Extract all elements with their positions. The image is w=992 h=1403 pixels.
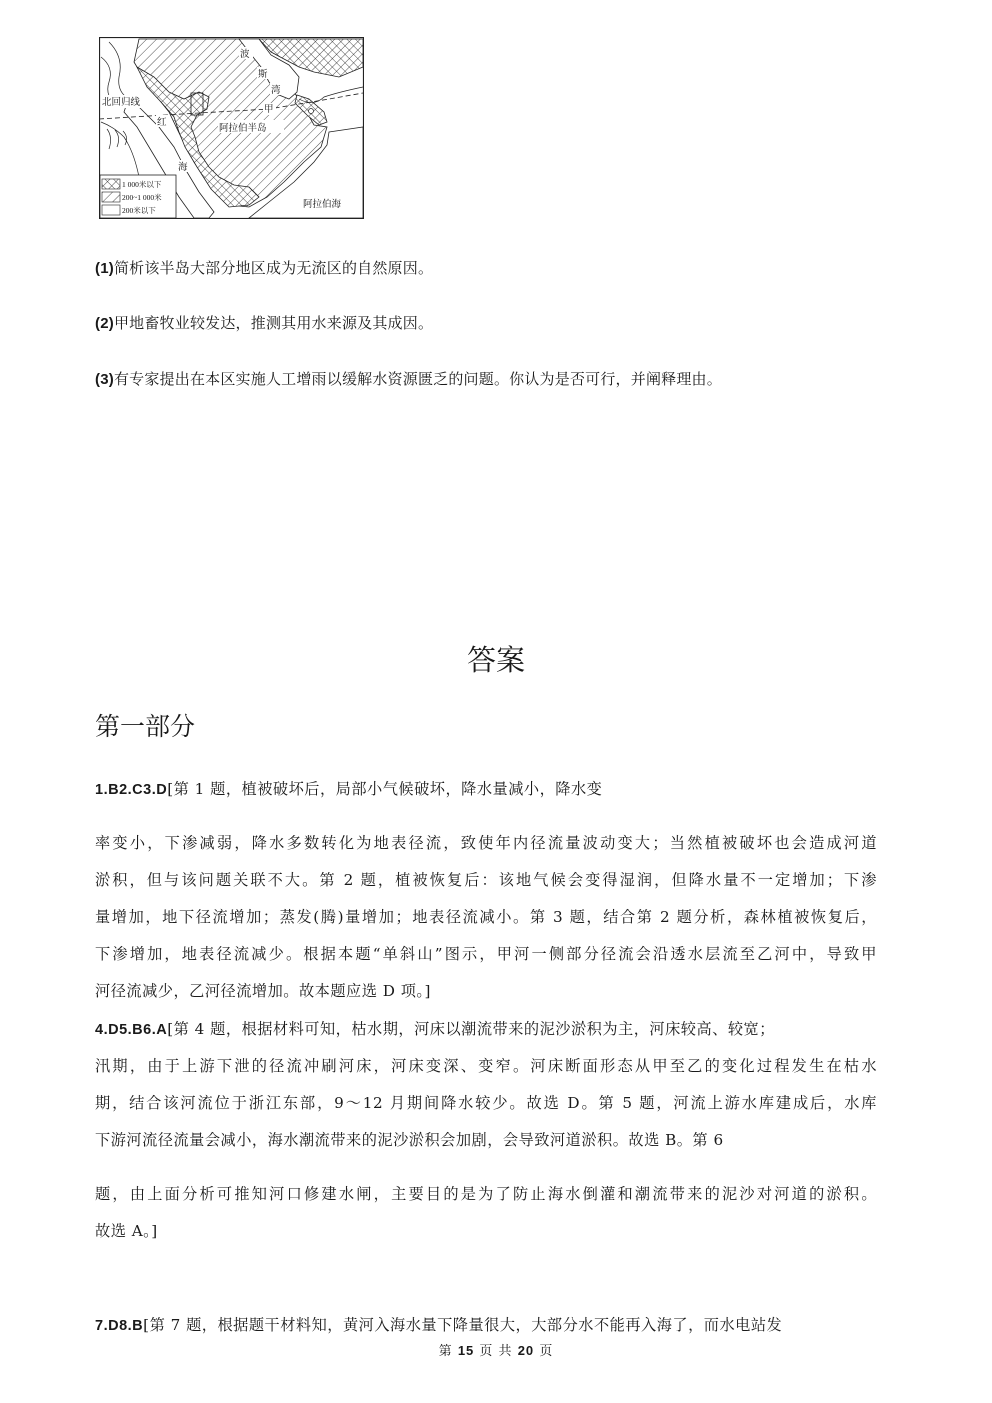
current-page-number: 15 xyxy=(457,1343,475,1358)
answer-line: 题，由上面分析可推知河口修建水闸，主要目的是为了防止海水倒灌和潮流带来的泥沙对河道的淤积。 xyxy=(95,1185,877,1203)
answer-title: 答案 xyxy=(466,643,525,677)
answer-line: 率变小，下渗减弱，降水多数转化为地表径流，致使年内径流量波动变大；当然植被破坏也会造成河道 xyxy=(95,834,877,852)
answer-key: 2.C xyxy=(119,782,144,798)
answer-key: 3.D xyxy=(143,782,168,798)
answer-line: 汛期，由于上游下泄的径流冲刷河床，河床变深、变窄。河床断面形态从甲至乙的变化过程发生在枯水 xyxy=(95,1057,877,1075)
answer-lead-line xyxy=(95,771,877,825)
label-point-jia: 甲 xyxy=(264,104,274,115)
answer-text: [第 1 题，植被破坏后，局部小气候破坏，降水量减小，降水变 xyxy=(167,780,603,798)
legend-label-200-1000: 200~1 000米 xyxy=(122,193,162,202)
legend-swatch-crosshatch xyxy=(102,179,120,189)
answer-lead-line xyxy=(95,1307,877,1344)
label-red-sea-2: 海 xyxy=(178,162,188,173)
question-2 xyxy=(95,313,433,334)
footer-suffix: 页 xyxy=(539,1344,554,1359)
answer-line: 量增加，地下径流增加；蒸发(腾)量增加；地表径流减小。第 3 题，结合第 2 题分析，森林植被恢复后， xyxy=(95,908,877,926)
map-svg xyxy=(99,37,364,219)
question-1 xyxy=(95,258,433,279)
answer-key: 6.A xyxy=(143,1022,168,1038)
question-text: 甲地畜牧业较发达，推测其用水来源及其成因。 xyxy=(113,314,434,332)
map-legend xyxy=(100,175,176,218)
label-persian-gulf-1: 波 xyxy=(240,49,250,60)
oasis-marker xyxy=(309,109,314,114)
answer-block-1-3 xyxy=(95,771,877,1010)
answer-key: 8.B xyxy=(119,1318,144,1334)
answer-text: [第 7 题，根据题干材料知，黄河入海水量下降量很大，大部分水不能再入海了，而水电站发 xyxy=(143,1316,783,1334)
answer-line: 河径流减少，乙河径流增加。故本题应选 D 项。] xyxy=(95,982,431,1000)
answer-line: 期，结合该河流位于浙江东部，9～12 月期间降水较少。故选 D。第 5 题，河流上游水库建成后，水库 xyxy=(95,1094,877,1112)
answer-key: 1.B xyxy=(95,782,120,798)
label-persian-gulf-3: 湾 xyxy=(271,85,281,96)
legend-swatch-diagonal xyxy=(102,192,120,202)
arabian-peninsula-map xyxy=(99,37,364,219)
answer-line: 下渗增加，地表径流减少。根据本题“单斜山”图示，甲河一侧部分径流会沿透水层流至乙河中，导致甲 xyxy=(95,945,877,963)
answer-key: 4.D xyxy=(95,1022,120,1038)
question-number: (2) xyxy=(95,315,114,332)
answer-line: 故选 A。] xyxy=(95,1222,158,1240)
footer-mid: 页 共 xyxy=(479,1344,513,1359)
footer-prefix: 第 xyxy=(438,1344,453,1359)
section-title: 第一部分 xyxy=(95,712,196,741)
question-3 xyxy=(95,369,722,390)
label-arabian-sea: 阿拉伯海 xyxy=(303,199,342,210)
label-tropic-of-cancer: 北回归线 xyxy=(102,97,141,108)
answer-key: 5.B xyxy=(119,1022,144,1038)
question-number: (3) xyxy=(95,371,114,388)
question-text: 有专家提出在本区实施人工增雨以缓解水资源匮乏的问题。你认为是否可行，并阐释理由。 xyxy=(113,370,722,388)
total-page-number: 20 xyxy=(517,1343,535,1358)
legend-swatch-blank xyxy=(102,205,120,215)
question-number: (1) xyxy=(95,260,114,277)
answer-key: 7.D xyxy=(95,1318,120,1334)
question-text: 简析该半岛大部分地区成为无流区的自然原因。 xyxy=(113,259,434,277)
label-red-sea-1: 红 xyxy=(157,117,167,128)
answer-block-4-6 xyxy=(95,1011,877,1250)
page-footer xyxy=(0,1342,992,1361)
answer-line: 淤积，但与该问题关联不大。第 2 题，植被恢复后：该地气候会变得湿润，但降水量不一定增加；下渗 xyxy=(95,871,877,889)
legend-label-above-1000: 1 000米以下 xyxy=(122,180,162,189)
legend-label-below-200: 200米以下 xyxy=(122,206,156,215)
answer-block-7-8 xyxy=(95,1307,877,1344)
label-persian-gulf-2: 斯 xyxy=(258,69,268,80)
label-arabian-peninsula: 阿拉伯半岛 xyxy=(219,123,267,134)
answer-text: [第 4 题，根据材料可知，枯水期，河床以潮流带来的泥沙淤积为主，河床较高、较宽； xyxy=(167,1020,775,1038)
answer-line: 下游河流径流量会减小，海水潮流带来的泥沙淤积会加剧，会导致河道淤积。故选 B。第 6 xyxy=(95,1131,724,1149)
answer-lead-line xyxy=(95,1011,877,1048)
